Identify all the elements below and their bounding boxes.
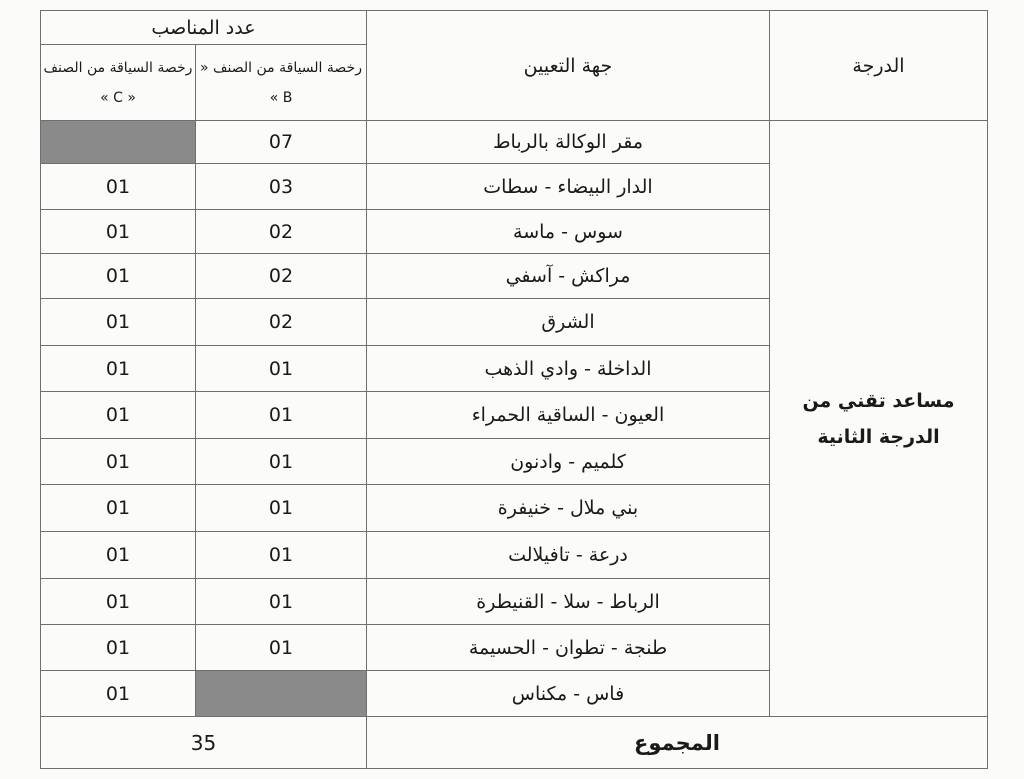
cell-license-c: 01 [41, 210, 196, 254]
cell-license-c: 01 [41, 439, 196, 485]
cell-grade [770, 121, 988, 717]
cell-entity: الداخلة - وادي الذهب [367, 346, 770, 392]
cell-license-b: 01 [196, 392, 367, 439]
cell-license-c: 01 [41, 254, 196, 299]
table-row [41, 121, 988, 164]
cell-license-b: 01 [196, 579, 367, 625]
header-license-c: رخصة السياقة من الصنف « C » [41, 45, 196, 121]
cell-license-b: 01 [196, 346, 367, 392]
cell-license-b: 02 [196, 299, 367, 346]
cell-entity: مراكش - آسفي [367, 254, 770, 299]
cell-license-b: 01 [196, 485, 367, 532]
cell-entity: طنجة - تطوان - الحسيمة [367, 625, 770, 671]
posts-table [40, 10, 988, 769]
header-entity: جهة التعيين [367, 11, 770, 121]
cell-entity: الشرق [367, 299, 770, 346]
cell-license-c: 01 [41, 579, 196, 625]
cell-license-b: 01 [196, 625, 367, 671]
cell-entity: العيون - الساقية الحمراء [367, 392, 770, 439]
cell-license-c: 01 [41, 625, 196, 671]
cell-license-b: 07 [196, 121, 367, 164]
cell-license-c: 01 [41, 346, 196, 392]
header-grade: الدرجة [770, 11, 988, 121]
cell-entity: درعة - تافيلالت [367, 532, 770, 579]
cell-license-b [196, 671, 367, 717]
cell-license-b: 02 [196, 254, 367, 299]
cell-entity: كلميم - وادنون [367, 439, 770, 485]
header-license-b: رخصة السياقة من الصنف « B » [196, 45, 367, 121]
total-row [41, 717, 988, 769]
total-value: 35 [41, 717, 367, 769]
cell-license-c: 01 [41, 485, 196, 532]
cell-entity: سوس - ماسة [367, 210, 770, 254]
cell-license-b: 02 [196, 210, 367, 254]
cell-entity: بني ملال - خنيفرة [367, 485, 770, 532]
cell-entity: الدار البيضاء - سطات [367, 164, 770, 210]
cell-license-b: 01 [196, 439, 367, 485]
cell-entity: الرباط - سلا - القنيطرة [367, 579, 770, 625]
total-label: المجموع [367, 717, 988, 769]
header-posts: عدد المناصب [41, 11, 367, 45]
cell-license-c [41, 121, 196, 164]
cell-entity: فاس - مكناس [367, 671, 770, 717]
cell-license-c: 01 [41, 671, 196, 717]
cell-license-c: 01 [41, 532, 196, 579]
cell-license-c: 01 [41, 392, 196, 439]
header-row [41, 11, 988, 45]
cell-license-c: 01 [41, 299, 196, 346]
cell-license-b: 03 [196, 164, 367, 210]
cell-entity: مقر الوكالة بالرباط [367, 121, 770, 164]
cell-license-b: 01 [196, 532, 367, 579]
cell-license-c: 01 [41, 164, 196, 210]
grade-text: مساعد تقني من الدرجة الثانية [802, 389, 955, 448]
